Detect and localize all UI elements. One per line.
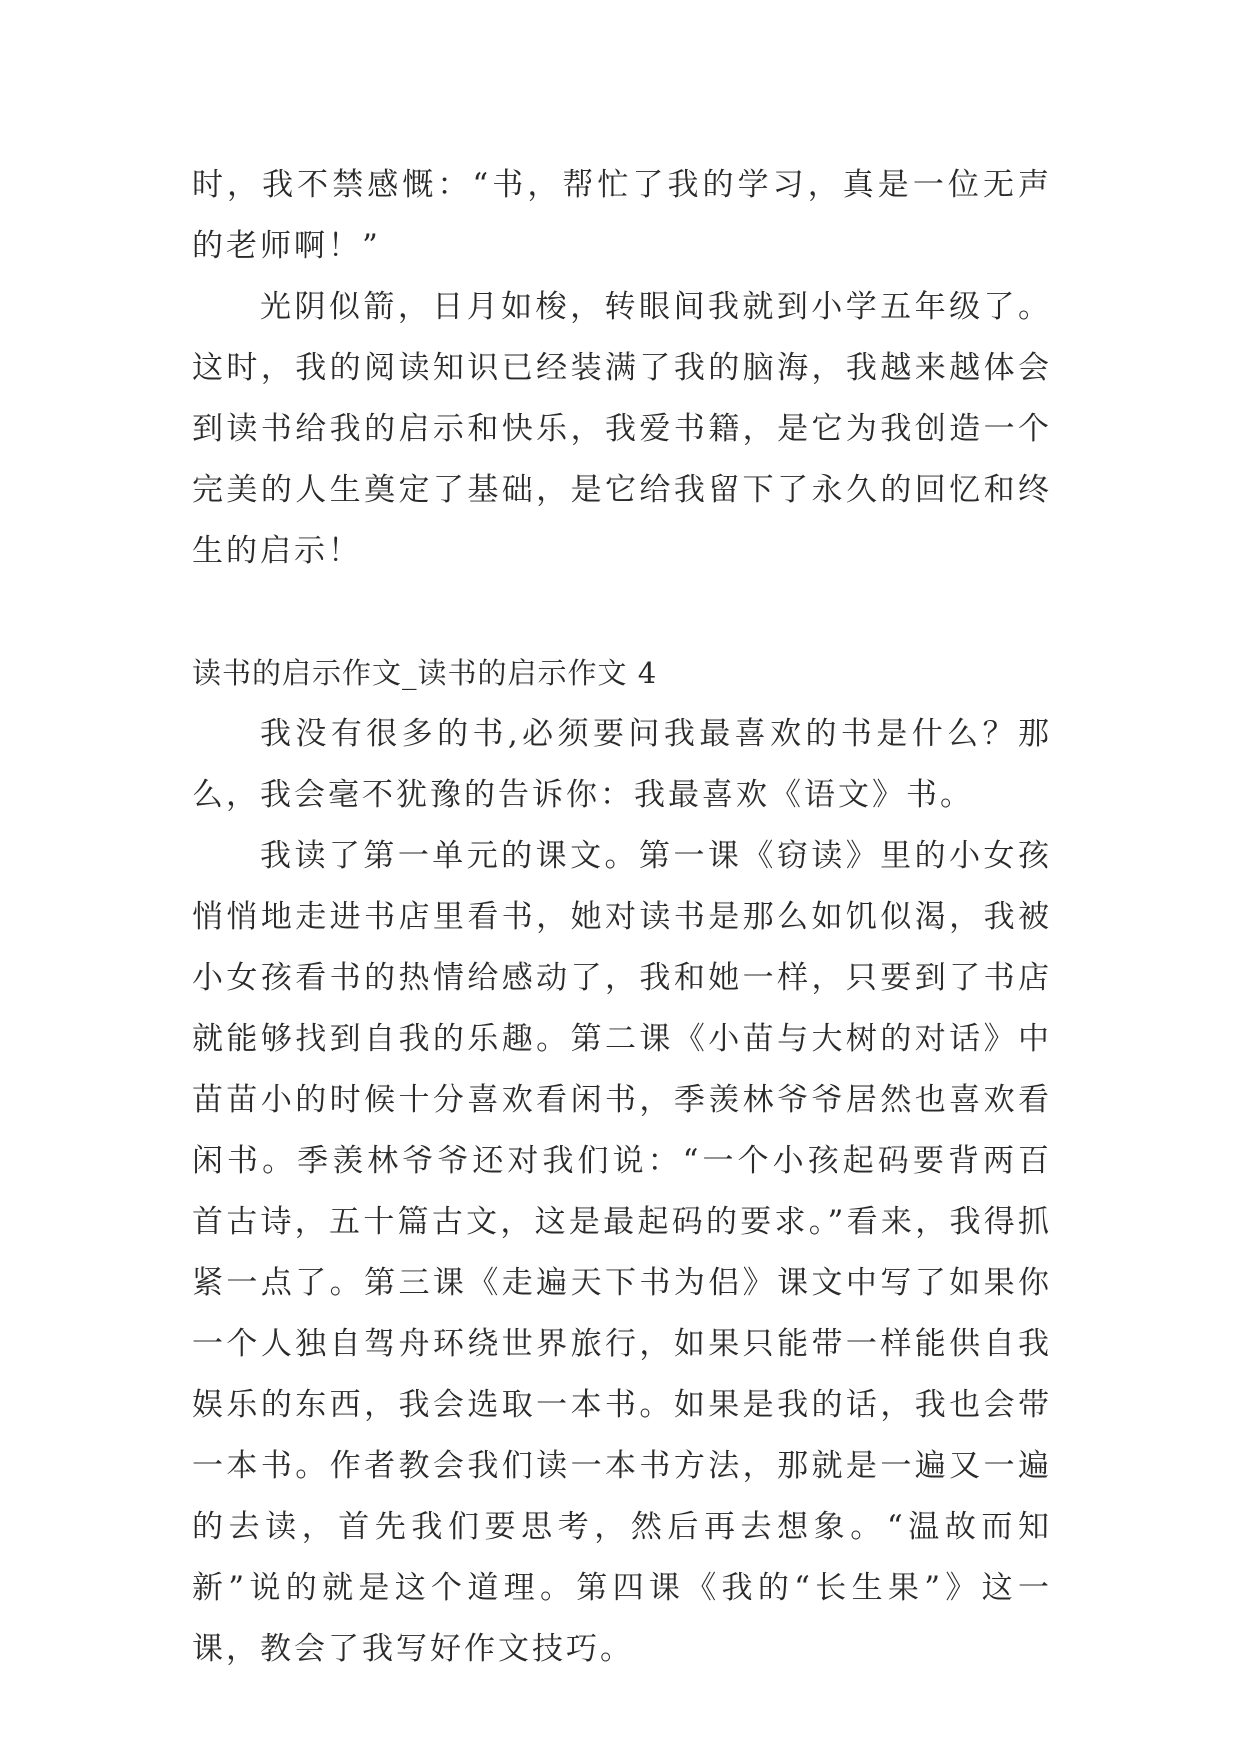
paragraph-continuation: 时，我不禁感慨：“书，帮忙了我的学习，真是一位无声的老师啊！” (192, 167, 1052, 264)
paragraph-favorite-book: 我没有很多的书,必须要问我最喜欢的书是什么？那么，我会毫不犹豫的告诉你：我最喜欢《语文》书。 (192, 716, 1052, 813)
section-heading: 读书的启示作文_读书的启示作文 4 (192, 656, 658, 690)
paragraph-fifth-grade: 光阴似箭，日月如梭，转眼间我就到小学五年级了。这时，我的阅读知识已经装满了我的脑海，我越来越体会到读书给我的启示和快乐，我爱书籍，是它为我创造一个完美的人生奠定了基础，是它给我留下了永久的回忆和终生的启示！ (192, 289, 1052, 569)
paragraph-lessons: 我读了第一单元的课文。第一课《窃读》里的小女孩悄悄地走进书店里看书，她对读书是那么如饥似渴，我被小女孩看书的热情给感动了，我和她一样，只要到了书店就能够找到自我的乐趣。第二课《小苗与大树的对话》中苗苗小的时候十分喜欢看闲书，季羡林爷爷居然也喜欢看闲书。季羡林爷爷还对我们说：“一个小孩起码要背两百首古诗，五十篇古文，这是最起码的要求。”看来，我得抓紧一点了。第三课《走遍天下书为侣》课文中写了如果你一个人独自驾舟环绕世界旅行，如果只能带一样能供自我娱乐的东西，我会选取一本书。如果是我的话，我也会带一本书。作者教会我们读一本书方法，那就是一遍又一遍的去读，首先我们要思考，然后再去想象。“温故而知新”说的就是这个道理。第四课《我的“长生果”》这一课，教会了我写好作文技巧。 (192, 838, 1052, 1667)
document-body (192, 155, 1052, 1680)
